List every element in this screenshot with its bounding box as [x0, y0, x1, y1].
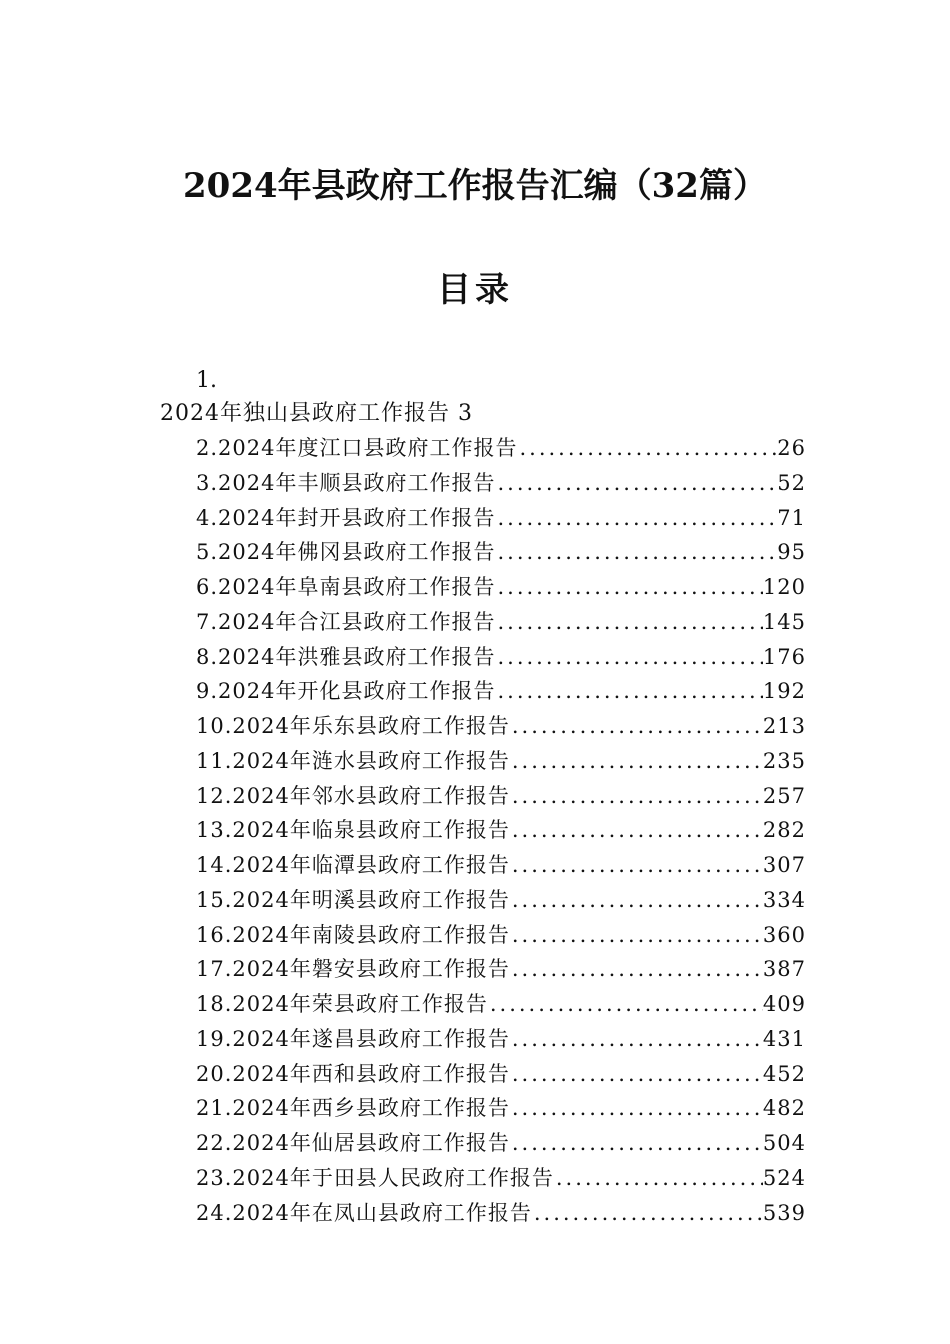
toc-entry-page: 387 [762, 957, 806, 982]
toc-leader-dots [510, 1024, 763, 1054]
toc-leader-dots [517, 433, 777, 463]
toc-entry-page: 409 [762, 992, 806, 1016]
toc-entry-label: 12.2024年邻水县政府工作报告 [196, 783, 510, 808]
toc-entry-page: 431 [762, 1026, 806, 1051]
toc-entry-label: 3.2024年丰顺县政府工作报告 [196, 470, 496, 495]
toc-entry-page: 282 [762, 818, 806, 843]
toc-entry-label: 8.2024年洪雅县政府工作报告 [196, 644, 496, 669]
toc-leader-dots [495, 537, 777, 567]
toc-entry-page: 504 [762, 1131, 806, 1155]
toc-leader-dots [510, 954, 763, 984]
toc-entry-page: 176 [762, 644, 806, 669]
toc-entry[interactable] [196, 503, 806, 538]
toc-entry-label: 20.2024年西和县政府工作报告 [196, 1061, 510, 1086]
toc-leader-dots [532, 1198, 763, 1228]
toc-entry[interactable] [196, 468, 806, 503]
toc-leader-dots [495, 607, 762, 637]
toc-entry-page: 452 [762, 1061, 806, 1086]
toc-entry-label: 9.2024年开化县政府工作报告 [196, 679, 496, 704]
toc-entry-label: 13.2024年临泉县政府工作报告 [196, 818, 510, 843]
toc-entry-label: 6.2024年阜南县政府工作报告 [196, 575, 496, 599]
toc-leader-dots [495, 676, 762, 706]
toc-entry-1-text[interactable]: 2024年独山县政府工作报告 3 [160, 401, 473, 426]
toc-leader-dots [510, 815, 763, 845]
toc-list [196, 433, 806, 1232]
toc-entry-page: 360 [762, 922, 806, 947]
toc-entry[interactable] [196, 1198, 806, 1233]
toc-entry[interactable] [196, 537, 806, 572]
toc-entry-page: 26 [777, 436, 806, 460]
toc-entry-page: 235 [762, 748, 806, 773]
toc-entry[interactable] [196, 850, 806, 885]
toc-leader-dots [554, 1163, 763, 1193]
toc-entry[interactable] [196, 920, 806, 955]
toc-entry-label: 23.2024年于田县人民政府工作报告 [196, 1165, 554, 1190]
toc-entry[interactable] [196, 1024, 806, 1059]
toc-entry-label: 11.2024年涟水县政府工作报告 [196, 748, 510, 773]
toc-entry[interactable] [196, 676, 806, 711]
toc-leader-dots [510, 746, 763, 776]
toc-leader-dots [495, 642, 762, 672]
toc-entry-label: 19.2024年遂昌县政府工作报告 [196, 1026, 510, 1051]
toc-heading: 目录 [437, 270, 513, 310]
toc-leader-dots [510, 1128, 763, 1158]
toc-leader-dots [510, 1093, 763, 1123]
toc-entry[interactable] [196, 746, 806, 781]
toc-entry[interactable] [196, 1128, 806, 1163]
toc-leader-dots [495, 572, 762, 602]
toc-entry[interactable] [196, 1059, 806, 1094]
toc-entry[interactable] [196, 781, 806, 816]
toc-entry-label: 21.2024年西乡县政府工作报告 [196, 1096, 510, 1121]
toc-entry-page: 257 [762, 783, 806, 808]
toc-entry-label: 24.2024年在凤山县政府工作报告 [196, 1200, 532, 1225]
toc-entry-page: 192 [762, 679, 806, 704]
toc-entry-label: 5.2024年佛冈县政府工作报告 [196, 540, 496, 565]
document-title: 2024年县政府工作报告汇编（32篇） [183, 166, 767, 206]
toc-entry-label: 15.2024年明溪县政府工作报告 [196, 887, 510, 912]
toc-entry[interactable] [196, 642, 806, 677]
toc-entry-label: 10.2024年乐东县政府工作报告 [196, 714, 510, 738]
toc-entry-label: 17.2024年磐安县政府工作报告 [196, 957, 510, 982]
toc-leader-dots [510, 781, 763, 811]
toc-entry-label: 4.2024年封开县政府工作报告 [196, 505, 496, 530]
toc-leader-dots [488, 989, 763, 1019]
toc-entry[interactable] [196, 433, 806, 468]
toc-entry[interactable] [196, 1093, 806, 1128]
toc-entry-page: 95 [777, 540, 806, 565]
toc-entry-page: 539 [762, 1200, 806, 1225]
toc-entry-page: 213 [762, 714, 806, 738]
toc-leader-dots [495, 503, 777, 533]
toc-leader-dots [510, 920, 763, 950]
toc-entry-page: 307 [762, 853, 806, 877]
toc-entry-1-number: 1. [196, 368, 217, 393]
toc-entry-label: 2.2024年度江口县政府工作报告 [196, 436, 518, 460]
toc-entry[interactable] [196, 954, 806, 989]
toc-entry[interactable] [196, 572, 806, 607]
toc-entry-page: 52 [777, 470, 806, 495]
toc-entry-label: 16.2024年南陵县政府工作报告 [196, 922, 510, 947]
toc-entry-page: 120 [762, 575, 806, 599]
toc-leader-dots [510, 711, 763, 741]
toc-entry[interactable] [196, 815, 806, 850]
toc-entry-page: 145 [762, 609, 806, 634]
toc-entry-label: 18.2024年荣县政府工作报告 [196, 992, 488, 1016]
toc-entry-label: 22.2024年仙居县政府工作报告 [196, 1131, 510, 1155]
toc-entry-label: 7.2024年合江县政府工作报告 [196, 609, 496, 634]
toc-leader-dots [510, 850, 763, 880]
toc-entry-page: 71 [777, 505, 806, 530]
toc-entry[interactable] [196, 885, 806, 920]
toc-entry[interactable] [196, 1163, 806, 1198]
toc-entry-label: 14.2024年临潭县政府工作报告 [196, 853, 510, 877]
toc-leader-dots [510, 885, 763, 915]
toc-leader-dots [510, 1059, 763, 1089]
toc-entry[interactable] [196, 989, 806, 1024]
toc-leader-dots [495, 468, 777, 498]
toc-entry-page: 334 [762, 887, 806, 912]
toc-entry-page: 524 [762, 1165, 806, 1190]
toc-entry[interactable] [196, 607, 806, 642]
toc-entry-page: 482 [762, 1096, 806, 1121]
toc-entry[interactable] [196, 711, 806, 746]
